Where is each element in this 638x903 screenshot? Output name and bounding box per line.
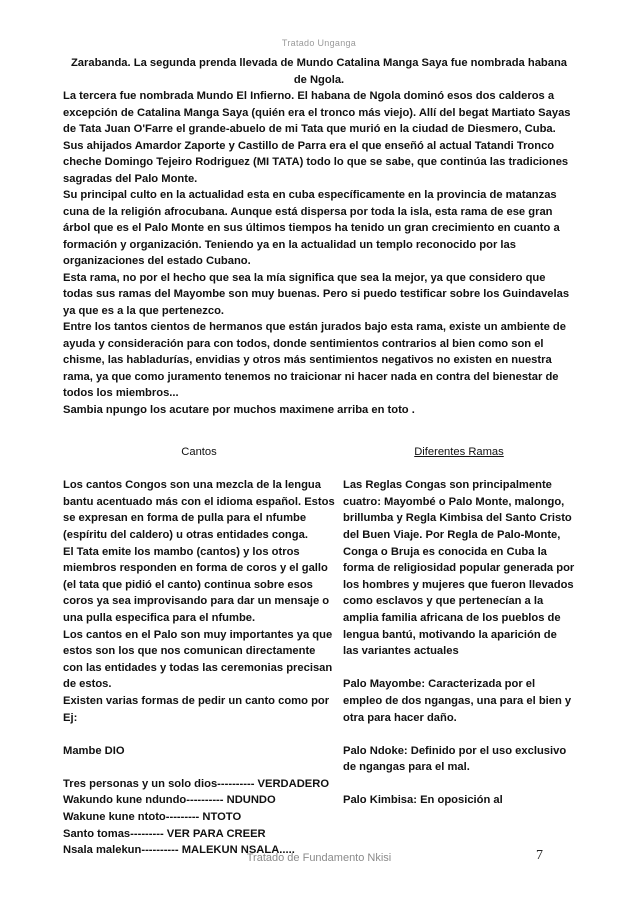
canto-line: Wakundo kune ndundo---------- NDUNDO [63,794,276,807]
ramas-paragraph: Palo Mayombe: Caracterizada por el empleo de dos ngangas, una para el bien y otra para hacer daño. [343,678,572,724]
cantos-paragraph: Los cantos Congos son una mezcla de la lengua bantu acentuado más con el idioma español. Estos se expresan en forma de pulla para el nfumbe (espíritu del caldero) u otras entidades conga. [63,479,335,541]
mambe-heading: Mambe DIO [63,744,125,757]
ramas-paragraph: Las Reglas Congas son principalmente cuatro: Mayombé o Palo Monte, malongo, brillumba y Regla Kimbisa del Santo Cristo del Buen Viaje. Por Regla de Palo-Monte, Conga o Bruja es conocida en Cuba la forma de religiosidad popular generada por los hombres y mujeres que fueron llevados como esclavos y que pertenecían a la amplia familia africana de los pueblos de lengua bantú, motivando la aparición de las variantes actuales [343,479,575,658]
cantos-heading: Cantos [181,446,217,458]
cantos-paragraph: Existen varias formas de pedir un canto como por Ej: [63,694,330,724]
ramas-paragraph: Palo Ndoke: Definido por el uso exclusivo de ngangas para el mal. [343,744,567,774]
cantos-paragraph: El Tata emite los mambo (cantos) y los otros miembros responden en forma de coros y el gallo (el tata que pidió el canto) continua sobre esos coros ya sea improvisando para dar un mensaje o una pulla especifica para el nfumbe. [63,545,330,624]
page-number: 7 [536,848,543,863]
paragraph: Su principal culto en la actualidad esta en cuba específicamente en la provincia de matanzas cuna de la religión afrocubana. Aunque está dispersa por toda la isla, esta rama de ese gran árbol que es el Palo Monte en sus últimos tiempos ha tenido un gran crecimiento en cuanto a formación y organización. Teniendo ya en la actualidad un templo reconocido por las organizaciones del estado Cubano. [63,189,560,267]
paragraph: La tercera fue nombrada Mundo El Infierno. El habana de Ngola dominó esos dos calderos a excepción de Catalina Manga Saya (quién era el tronco más viejo). Allí del begat Martiato Sayas de Tata Juan O'Farre el grande-abuelo de mi Tata que murió en la ciudad de Diesmero, Cuba. Sus ahijados Amardor Zaporte y Castillo de Parra era el que enseñó al actual Tatandi Tronco cheche Domingo Tejeiro Rodriguez (MI TATA) todo lo que se sabe, que continúa las tradiciones sagradas del Palo Monte. [63,90,571,185]
running-footer: Tratado de Fundamento Nkisi [246,852,392,864]
ramas-heading: Diferentes Ramas [414,446,504,458]
ramas-column [343,444,575,809]
canto-line: Wakune kune ntoto--------- NTOTO [63,811,242,824]
intro-paragraph: Zarabanda. La segunda prenda llevada de Mundo Catalina Manga Saya fue nombrada habana de Ngola. [70,57,568,86]
paragraph: Esta rama, no por el hecho que sea la mía significa que sea la mejor, ya que considero que todas sus ramas del Mayombe son muy buenas. Pero si puedo testificar sobre los Guindavelas ya que es a la que pertenezco. [63,271,570,317]
cantos-paragraph: Los cantos en el Palo son muy importantes ya que estos son los que nos comunican directamente con las entidades y todas las ceremonias precisan de estos. [63,628,333,691]
canto-line: Nsala malekun---------- MALEKUN NSALA..... [63,844,295,857]
main-text [63,55,575,418]
paragraph: Entre los tantos cientos de hermanos que están jurados bajo esta rama, existe un ambiente de ayuda y consideración para con todos, donde sentimientos contrarios al bien como son el chisme, las habladurías, envidias y otros más sentimientos negativos no existen en nuestra rama, ya que como juramento tenemos no traicionar ni hacer nada en contra del bienestar de todos los miembros... [63,321,566,399]
canto-line: Santo tomas--------- VER PARA CREER [63,827,266,840]
ramas-paragraph: Palo Kimbisa: En oposición al [343,794,503,807]
running-header: Tratado Unganga [281,38,357,48]
paragraph: Sambia npungo los acutare por muchos maximene arriba en toto . [63,403,415,416]
cantos-column [63,444,335,859]
canto-line: Tres personas y un solo dios---------- VERDADERO [63,777,330,790]
